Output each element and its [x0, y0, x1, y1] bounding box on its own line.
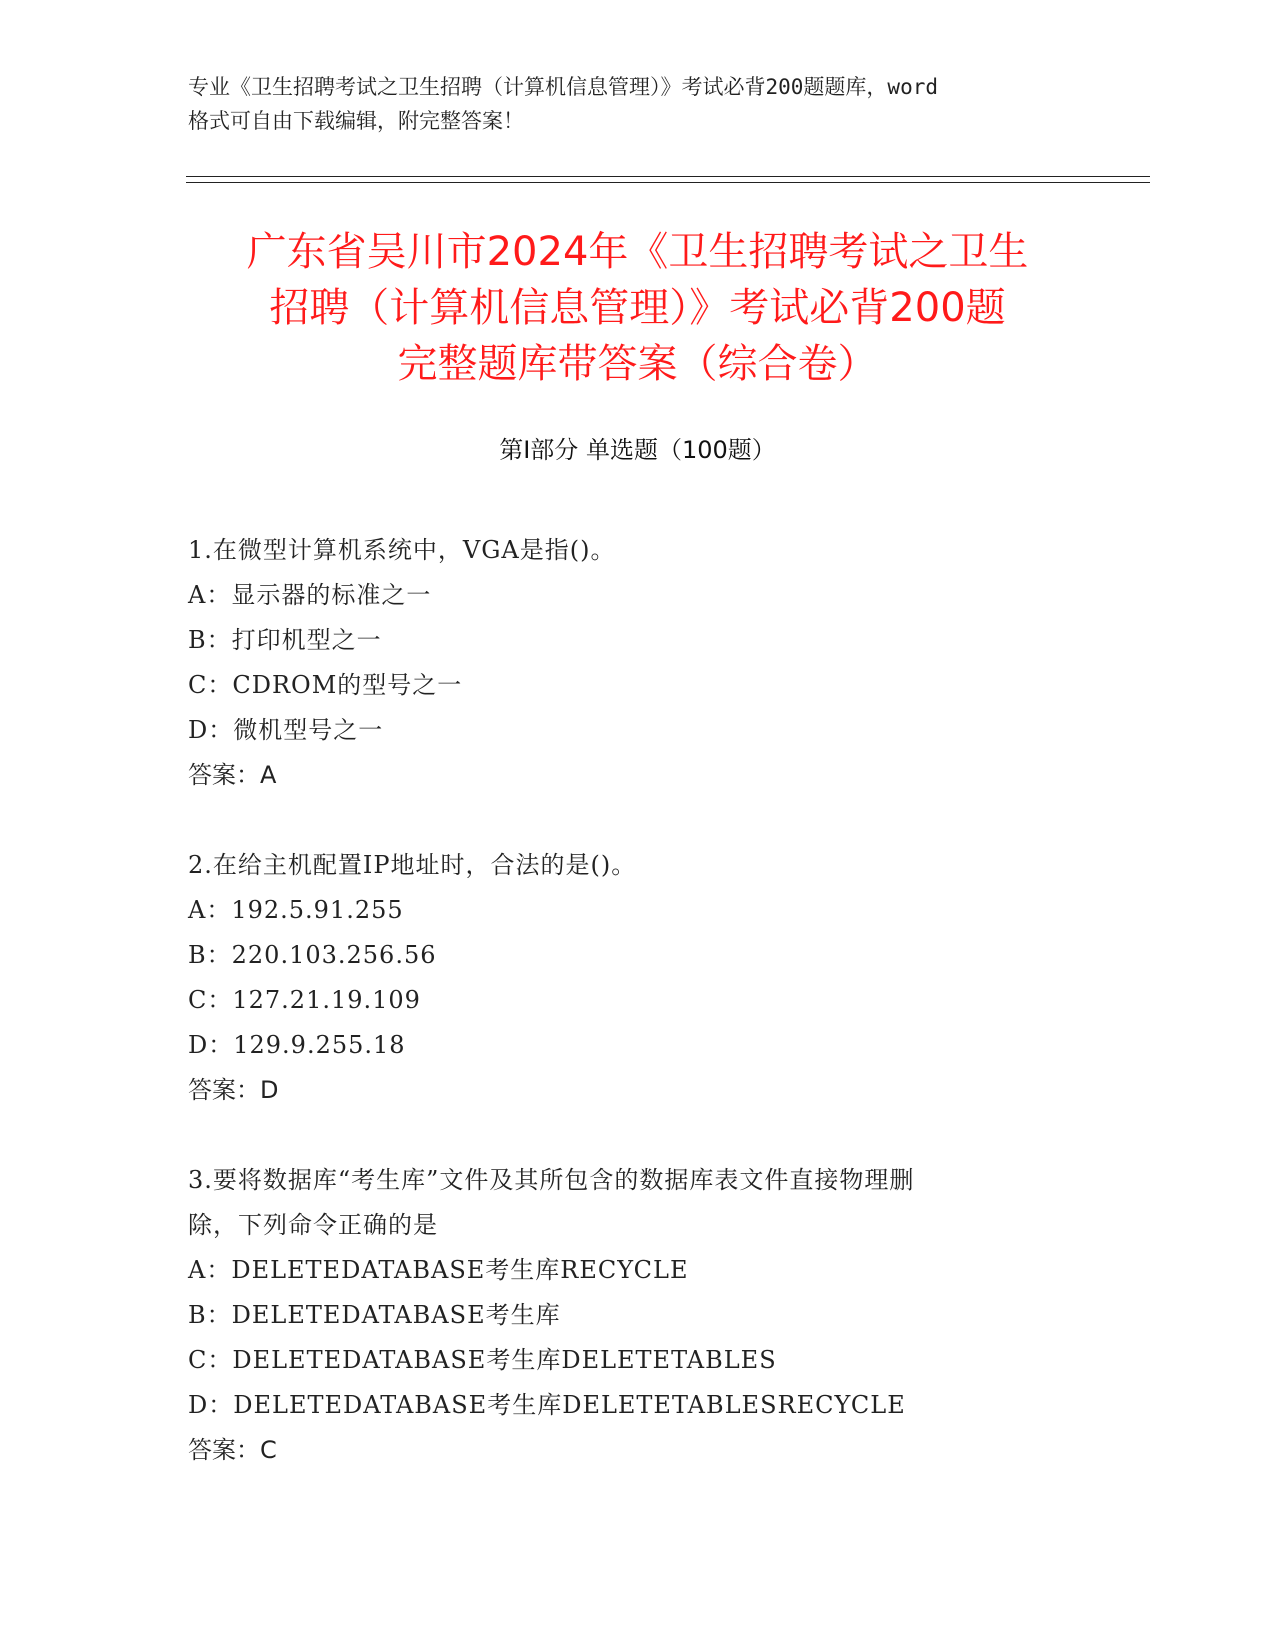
- header-divider-top: [186, 176, 1150, 177]
- header-note-line-2: 格式可自由下载编辑，附完整答案！: [188, 109, 524, 133]
- option-b: B：220.103.256.56: [188, 941, 437, 969]
- question-3: [188, 1158, 1088, 1473]
- question-stem: 1.在微型计算机系统中，VGA是指()。: [188, 536, 616, 564]
- option-b: B：DELETEDATABASE考生库: [188, 1301, 561, 1329]
- question-1: [188, 528, 1088, 798]
- option-d: D：微机型号之一: [188, 716, 384, 744]
- question-list: [188, 528, 1088, 1518]
- option-a: A：192.5.91.255: [188, 896, 404, 924]
- header-note-line-1: 专业《卫生招聘考试之卫生招聘（计算机信息管理）》考试必背200题题库，word: [188, 75, 938, 99]
- answer: 答案：D: [188, 1076, 279, 1104]
- answer: 答案：C: [188, 1436, 277, 1464]
- option-a: A：显示器的标准之一: [188, 581, 432, 609]
- question-stem: 2.在给主机配置IP地址时，合法的是()。: [188, 851, 637, 879]
- title-line-2: 招聘（计算机信息管理）》考试必背200题: [269, 285, 1006, 331]
- document-title: [150, 224, 1125, 392]
- option-c: C：DELETEDATABASE考生库DELETETABLES: [188, 1346, 777, 1374]
- option-d: D：DELETEDATABASE考生库DELETETABLESRECYCLE: [188, 1391, 906, 1419]
- option-c: C：127.21.19.109: [188, 986, 421, 1014]
- option-c: C：CDROM的型号之一: [188, 671, 463, 699]
- question-stem-line-2: 除，下列命令正确的是: [188, 1211, 438, 1239]
- title-line-3: 完整题库带答案（综合卷）: [397, 341, 878, 387]
- question-stem-line-1: 3.要将数据库“考生库”文件及其所包含的数据库表文件直接物理删: [188, 1166, 915, 1194]
- title-line-1: 广东省吴川市2024年《卫生招聘考试之卫生: [246, 229, 1029, 275]
- answer: 答案：A: [188, 761, 277, 789]
- option-a: A：DELETEDATABASE考生库RECYCLE: [188, 1256, 689, 1284]
- header-divider-bottom: [186, 182, 1150, 183]
- question-2: [188, 843, 1088, 1113]
- option-d: D：129.9.255.18: [188, 1031, 406, 1059]
- option-b: B：打印机型之一: [188, 626, 382, 654]
- header-note: [188, 70, 1088, 138]
- section-title: 第Ⅰ部分 单选题（100题）: [499, 436, 776, 464]
